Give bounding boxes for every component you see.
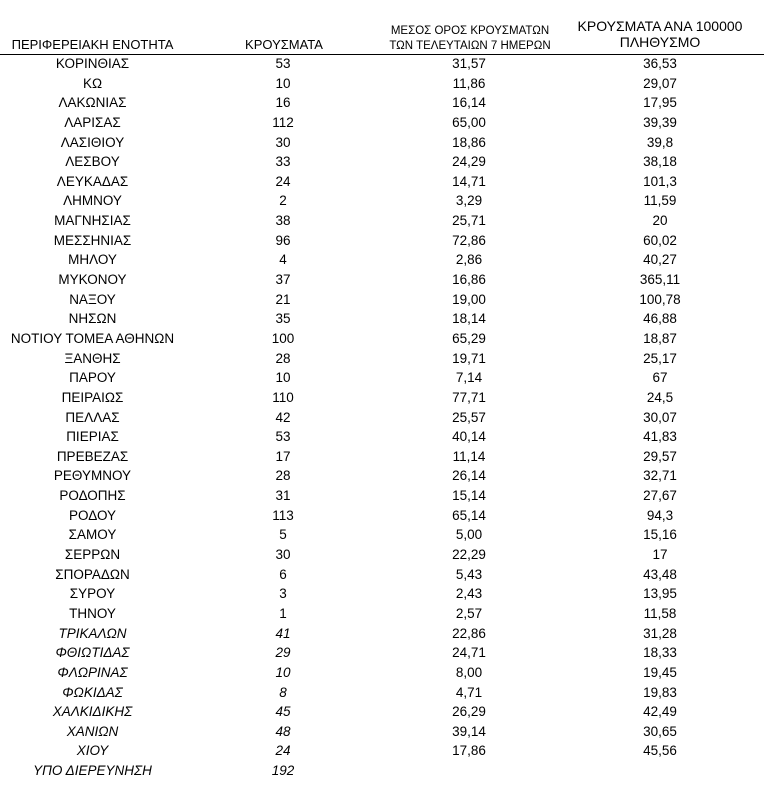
- header-cases-per-100k: [565, 18, 755, 50]
- cases-cell: 21: [275, 291, 291, 307]
- cases-cell: 37: [275, 272, 291, 288]
- region-cell: ΚΟΡΙΝΘΙΑΣ: [55, 56, 130, 71]
- region-cell: ΣΕΡΡΩΝ: [64, 547, 121, 563]
- region-cell: ΥΠΟ ΔΙΕΡΕΥΝΗΣΗ: [33, 763, 152, 779]
- per100k-cell: 13,95: [643, 586, 677, 602]
- cases-cell: 1: [279, 605, 287, 621]
- mean-cell: 31,57: [452, 56, 486, 71]
- region-cell: ΦΘΙΩΤΙΔΑΣ: [55, 645, 130, 661]
- mean-cell: 15,14: [452, 488, 486, 504]
- table-row: [0, 349, 764, 369]
- mean-cell: 16,86: [452, 272, 486, 288]
- region-cell: ΚΩ: [82, 75, 103, 91]
- mean-cell: 7,14: [455, 370, 483, 386]
- mean-cell: 11,86: [452, 75, 486, 91]
- region-cell: ΛΗΜΝΟΥ: [63, 193, 122, 209]
- mean-cell: 26,14: [452, 468, 486, 484]
- per100k-cell: 365,11: [639, 272, 681, 288]
- mean-cell: 19,71: [452, 350, 486, 366]
- region-cell: ΝΑΞΟΥ: [69, 291, 116, 307]
- region-cell: ΝΟΤΙΟΥ ΤΟΜΕΑ ΑΘΗΝΩΝ: [10, 330, 175, 346]
- cases-cell: 33: [275, 154, 291, 170]
- cases-cell: 24: [275, 173, 291, 189]
- header-mean-line-1: ΜΕΣΟΣ ΟΡΟΣ ΚΡΟΥΣΜΑΤΩΝ: [390, 25, 550, 37]
- cases-cell: 192: [271, 763, 295, 779]
- per100k-cell: 19,83: [643, 684, 677, 700]
- region-cell: ΠΕΙΡΑΙΩΣ: [61, 389, 124, 405]
- cases-cell: 28: [275, 468, 291, 484]
- cases-cell: 10: [275, 370, 291, 386]
- per100k-cell: 20: [652, 213, 668, 229]
- header-per100k-line-1: ΚΡΟΥΣΜΑΤΑ ΑΝΑ 100000: [577, 18, 743, 34]
- region-cell: ΠΙΕΡΙΑΣ: [66, 429, 119, 445]
- table-row: [0, 545, 764, 565]
- mean-cell: 2,86: [455, 252, 483, 268]
- cases-cell: 53: [275, 429, 291, 445]
- table-row: [0, 408, 764, 428]
- mean-cell: 4,71: [455, 684, 483, 700]
- region-cell: ΜΗΛΟΥ: [68, 252, 117, 268]
- table-row: [0, 525, 764, 545]
- per100k-cell: 30,07: [643, 409, 677, 425]
- region-cell: ΜΑΓΝΗΣΙΑΣ: [54, 213, 131, 229]
- table-row: [0, 133, 764, 153]
- mean-cell: 18,86: [452, 134, 486, 150]
- region-cell: ΦΛΩΡΙΝΑΣ: [57, 664, 128, 680]
- table-row: [0, 761, 764, 781]
- header-cases: ΚΡΟΥΣΜΑΤΑ: [245, 37, 323, 52]
- table-row: [0, 231, 764, 251]
- mean-cell: 11,14: [452, 448, 486, 464]
- region-cell: ΠΑΡΟΥ: [69, 370, 116, 386]
- per100k-cell: 18,87: [643, 330, 677, 346]
- mean-cell: 39,14: [452, 723, 486, 739]
- region-cell: ΣΑΜΟΥ: [68, 527, 117, 543]
- table-row: [0, 584, 764, 604]
- per100k-cell: 45,56: [643, 743, 677, 759]
- cases-cell: 6: [279, 566, 287, 582]
- region-cell: ΡΟΔΟΠΗΣ: [59, 488, 126, 504]
- per100k-cell: 39,39: [643, 114, 677, 130]
- per100k-cell: 101,3: [643, 173, 677, 189]
- per100k-cell: 19,45: [643, 664, 677, 680]
- region-cell: ΤΗΝΟΥ: [69, 605, 116, 621]
- mean-cell: 3,29: [455, 193, 483, 209]
- cases-cell: 41: [275, 625, 291, 641]
- mean-cell: 2,43: [455, 586, 483, 602]
- per100k-cell: 27,67: [643, 488, 677, 504]
- table-row: [0, 113, 764, 133]
- table-row: [0, 722, 764, 742]
- mean-cell: 22,29: [452, 547, 486, 563]
- region-cell: ΡΕΘΥΜΝΟΥ: [53, 468, 132, 484]
- per100k-cell: 29,07: [643, 75, 677, 91]
- mean-cell: 8,00: [455, 664, 483, 680]
- per100k-cell: 60,02: [643, 232, 677, 248]
- mean-cell: 19,00: [452, 291, 486, 307]
- mean-cell: 77,71: [452, 389, 486, 405]
- cases-cell: 8: [279, 684, 287, 700]
- table-row: [0, 388, 764, 408]
- table-row: [0, 250, 764, 270]
- per100k-cell: 94,3: [646, 507, 674, 523]
- region-cell: ΧΑΝΙΩΝ: [66, 723, 119, 739]
- mean-cell: 24,29: [452, 154, 486, 170]
- cases-cell: 24: [275, 743, 291, 759]
- region-cell: ΞΑΝΘΗΣ: [64, 350, 121, 366]
- table-row: [0, 329, 764, 349]
- per100k-cell: 67: [652, 370, 668, 386]
- per100k-cell: 38,18: [643, 154, 677, 170]
- region-cell: ΛΑΡΙΣΑΣ: [64, 114, 121, 130]
- cases-cell: 42: [275, 409, 291, 425]
- per100k-cell: 39,8: [646, 134, 674, 150]
- mean-cell: 18,14: [452, 311, 486, 327]
- table-row: [0, 702, 764, 722]
- cases-cell: 5: [279, 527, 287, 543]
- per100k-cell: 18,33: [643, 645, 677, 661]
- table-row: [0, 290, 764, 310]
- header-region: ΠΕΡΙΦΕΡΕΙΑΚΗ ΕΝΟΤΗΤΑ: [11, 37, 174, 52]
- region-cell: ΠΡΕΒΕΖΑΣ: [56, 448, 129, 464]
- cases-cell: 38: [275, 213, 291, 229]
- cases-cell: 10: [275, 664, 291, 680]
- cases-cell: 10: [275, 75, 291, 91]
- table-row: [0, 427, 764, 447]
- mean-cell: 17,86: [452, 743, 486, 759]
- table-row: [0, 466, 764, 486]
- mean-cell: 2,57: [455, 605, 483, 621]
- mean-cell: 5,43: [455, 566, 483, 582]
- cases-cell: 31: [275, 488, 291, 504]
- cases-cell: 53: [275, 56, 291, 71]
- table-row: [0, 309, 764, 329]
- mean-cell: 25,71: [452, 213, 486, 229]
- header-mean-line-2: ΤΩΝ ΤΕΛΕΥΤΑΙΩΝ 7 ΗΜΕΡΩΝ: [389, 40, 551, 52]
- per100k-cell: 43,48: [643, 566, 677, 582]
- cases-cell: 29: [275, 645, 291, 661]
- cases-cell: 17: [275, 448, 291, 464]
- per100k-cell: 24,5: [646, 389, 674, 405]
- mean-cell: 65,29: [452, 330, 486, 346]
- table-row: [0, 565, 764, 585]
- mean-cell: 22,86: [452, 625, 486, 641]
- region-cell: ΧΙΟΥ: [76, 743, 109, 759]
- table-row: [0, 643, 764, 663]
- per100k-cell: 11,59: [643, 193, 677, 209]
- per100k-cell: 32,71: [643, 468, 677, 484]
- cases-cell: 30: [275, 547, 291, 563]
- per100k-cell: 25,17: [643, 350, 677, 366]
- table-row: [0, 663, 764, 683]
- region-cell: ΣΠΟΡΑΔΩΝ: [55, 566, 130, 582]
- table-row: [0, 741, 764, 761]
- per100k-cell: 100,78: [639, 291, 681, 307]
- per100k-cell: 17: [652, 547, 668, 563]
- per100k-cell: 36,53: [643, 56, 677, 71]
- table-row: [0, 368, 764, 388]
- mean-cell: 14,71: [452, 173, 486, 189]
- cases-cell: 96: [275, 232, 291, 248]
- per100k-cell: 11,58: [643, 605, 677, 621]
- per100k-cell: 17,95: [643, 95, 677, 111]
- mean-cell: 16,14: [452, 95, 486, 111]
- table-row: [0, 270, 764, 290]
- cases-cell: 3: [279, 586, 287, 602]
- region-cell: ΜΕΣΣΗΝΙΑΣ: [53, 232, 132, 248]
- region-cell: ΣΥΡΟΥ: [69, 586, 116, 602]
- table-row: [0, 447, 764, 467]
- cases-cell: 30: [275, 134, 291, 150]
- header-per100k-line-2: ΠΛΗΘΥΣΜΟ: [619, 34, 701, 50]
- cases-cell: 2: [279, 193, 287, 209]
- mean-cell: 25,57: [452, 409, 486, 425]
- cases-cell: 48: [275, 723, 291, 739]
- mean-cell: 5,00: [455, 527, 483, 543]
- per100k-cell: 42,49: [643, 704, 677, 720]
- table-row: [0, 211, 764, 231]
- cases-cell: 16: [275, 95, 291, 111]
- per100k-cell: 40,27: [643, 252, 677, 268]
- cases-cell: 113: [272, 507, 294, 523]
- cases-cell: 35: [275, 311, 291, 327]
- table-body: [0, 54, 764, 781]
- cases-cell: 110: [272, 389, 294, 405]
- table-row: [0, 683, 764, 703]
- table-row: [0, 152, 764, 172]
- region-cell: ΜΥΚΟΝΟΥ: [58, 272, 127, 288]
- mean-cell: 24,71: [452, 645, 486, 661]
- table-row: [0, 624, 764, 644]
- cases-cell: 112: [272, 114, 294, 130]
- per100k-cell: 29,57: [643, 448, 677, 464]
- cases-cell: 28: [275, 350, 291, 366]
- region-cell: ΛΕΣΒΟΥ: [65, 154, 120, 170]
- per100k-cell: 15,16: [643, 527, 677, 543]
- region-cell: ΠΕΛΛΑΣ: [65, 409, 120, 425]
- per100k-cell: 41,83: [643, 429, 677, 445]
- region-cell: ΛΑΚΩΝΙΑΣ: [58, 95, 127, 111]
- table-row: [0, 93, 764, 113]
- region-cell: ΤΡΙΚΑΛΩΝ: [58, 625, 127, 641]
- per100k-cell: 46,88: [643, 311, 677, 327]
- table-row: [0, 506, 764, 526]
- per100k-cell: 31,28: [643, 625, 677, 641]
- mean-cell: 72,86: [452, 232, 486, 248]
- cases-cell: 4: [279, 252, 287, 268]
- per100k-cell: 30,65: [643, 723, 677, 739]
- mean-cell: 26,29: [452, 704, 486, 720]
- cases-cell: 100: [271, 330, 295, 346]
- region-cell: ΡΟΔΟΥ: [68, 507, 117, 523]
- table-row: [0, 191, 764, 211]
- region-cell: ΧΑΛΚΙΔΙΚΗΣ: [52, 704, 133, 720]
- region-cell: ΦΩΚΙΔΑΣ: [62, 684, 123, 700]
- mean-cell: 40,14: [452, 429, 486, 445]
- table-row: [0, 486, 764, 506]
- region-cell: ΛΑΣΙΘΙΟΥ: [60, 134, 125, 150]
- table-row: [0, 172, 764, 192]
- region-cell: ΝΗΣΩΝ: [68, 311, 117, 327]
- table-row: [0, 74, 764, 94]
- cases-cell: 45: [275, 704, 291, 720]
- region-cell: ΛΕΥΚΑΔΑΣ: [56, 173, 129, 189]
- mean-cell: 65,14: [452, 507, 486, 523]
- mean-cell: 65,00: [452, 114, 486, 130]
- header-mean-7-days: [380, 24, 560, 54]
- table-row: [0, 604, 764, 624]
- table-row: [0, 54, 764, 74]
